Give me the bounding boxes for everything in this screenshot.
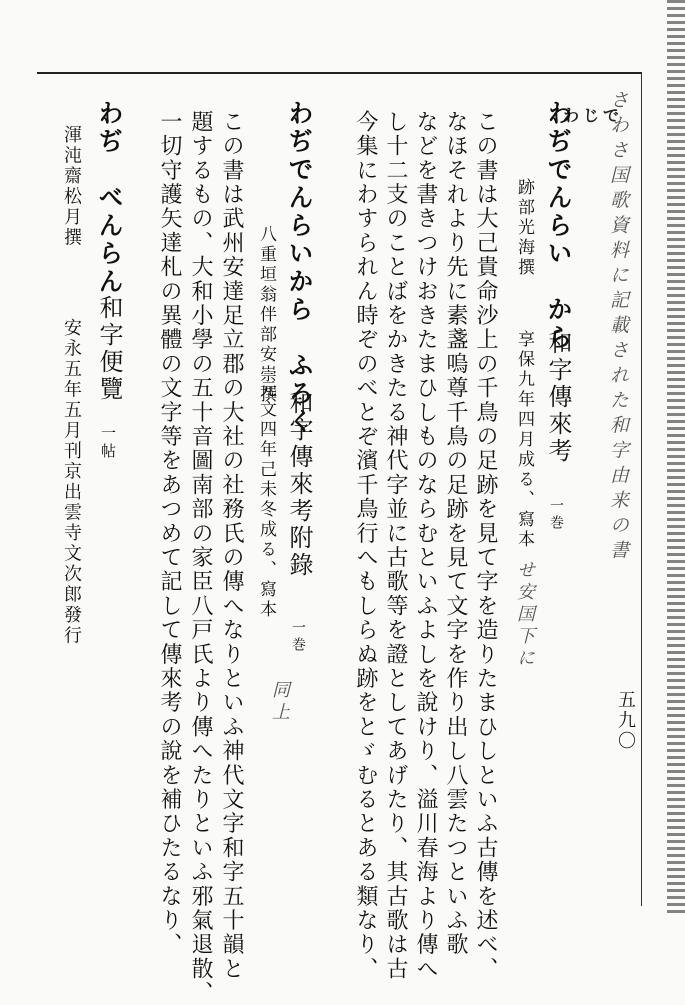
entry2-body-line-3: 一切守護矢達札の異體の文字等をあつめて記して傳來考の說を補ひたるなり、 bbox=[157, 110, 182, 957]
entry3-volumes: 一帖 bbox=[99, 425, 117, 461]
handwritten-margin-note: さわさ国歌資料に記載された和字由来の書 bbox=[607, 90, 629, 565]
entry1-date: 享保九年四月成る、寫本 bbox=[514, 330, 534, 550]
page-number: 五九〇 bbox=[615, 690, 636, 752]
entry1-volumes: 一巻 bbox=[548, 498, 564, 532]
entry1-title: 和字傳來考 bbox=[544, 330, 572, 465]
entry2-date: 元文四年己未冬成る、寫本 bbox=[256, 380, 276, 620]
entry1-body-line-2: なほそれより先に素盞嗚尊千鳥の足跡を見て文字を作り出し八雲たつといふ歌 bbox=[443, 110, 468, 957]
handwritten-annotation-2: 同上 bbox=[269, 680, 290, 724]
entry1-body-line-3: などを書きつけおきたまひしものならむといふよしを說けり、溢川春海より傳へ bbox=[413, 110, 438, 982]
handwritten-margin-label: わじで bbox=[562, 106, 623, 125]
entry3-heading: わぢ べんらん bbox=[95, 100, 124, 296]
handwritten-annotation-1: せ安国下に bbox=[514, 560, 535, 670]
entry2-author: 八重垣翁伴部安崇撰 bbox=[256, 225, 276, 405]
entry3-title: 和字便覽 bbox=[95, 295, 123, 403]
entry1-body-line-1: この書は大己貴命沙上の千鳥の足跡を見て字を造りたまひしといふ古傳を述べ、 bbox=[473, 110, 498, 982]
scan-edge bbox=[667, 0, 685, 917]
entry2-body-line-1: この書は武州安達足立郡の大社の社務氏の傳へなりといふ神代文字和字五十韻と bbox=[219, 110, 244, 982]
entry1-body-line-4: し十二支のことばをかきたる神代字並に古歌等を證としてあげたり、其古歌は古 bbox=[383, 110, 408, 982]
entry2-title: 和字傳來考附錄 bbox=[285, 390, 313, 579]
entry2-volumes: 一巻 bbox=[290, 620, 306, 654]
entry1-body-line-5: 今集にわすられん時ぞのべとぞ濱千鳥行へもしらぬ跡をとゞむるとある類なり、 bbox=[353, 110, 378, 982]
entry1-author: 跡部光海撰 bbox=[514, 178, 534, 278]
entry1-heading: わぢでんらい から bbox=[544, 100, 573, 352]
entry2-body-line-2: 題するもの、大和小學の五十音圖南部の家臣八戸氏より傳へたりといふ邪氣退散、 bbox=[188, 110, 213, 1005]
entry2-heading: わぢでんらいから ふろく bbox=[285, 100, 314, 436]
entry3-publication: 安永五年五月刊京出雲寺文次郎發行 bbox=[61, 318, 82, 646]
entry3-author: 渾沌齋松月撰 bbox=[61, 125, 82, 248]
